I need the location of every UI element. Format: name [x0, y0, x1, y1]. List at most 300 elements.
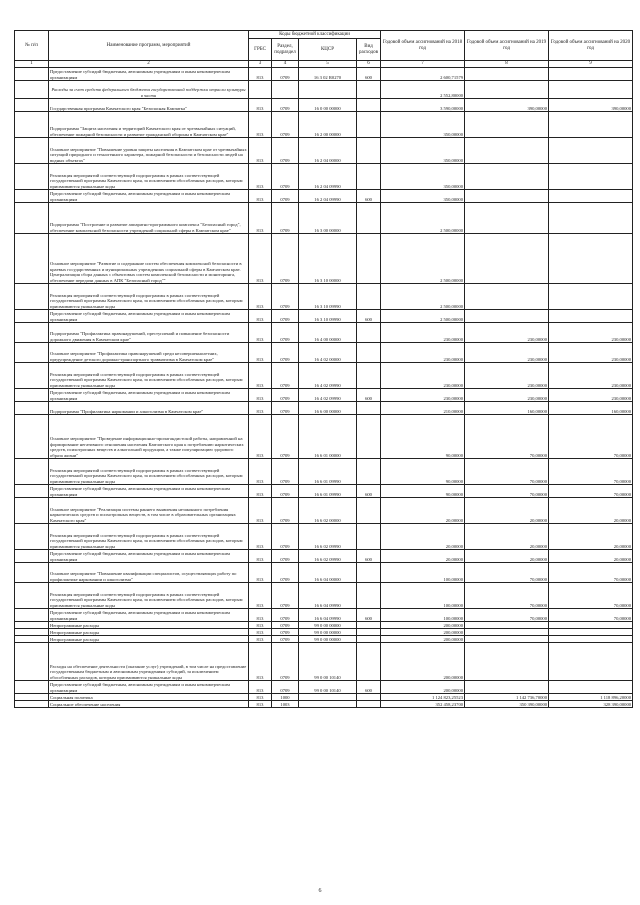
- header-grbs: ГРБС: [249, 39, 272, 61]
- table-row: [15, 636, 633, 643]
- header-row-numbers: [15, 61, 633, 68]
- header-codes: Коды бюджетной классификации: [249, 31, 381, 39]
- cell-year-2019: [465, 234, 549, 284]
- cell-year-2018: 90,00000: [381, 459, 465, 485]
- cell-name: Основное мероприятие "Повышение квалификации специалистов, осуществляющих работу по профилактике наркомании и алкоголизма": [49, 563, 249, 583]
- cell-vr: [357, 234, 381, 284]
- cell-grbs: 813: [249, 459, 272, 485]
- cell-year-2018: 200,00000: [381, 681, 465, 694]
- cell-csr: 16 3 10 09990: [299, 310, 357, 323]
- cell-name: Расходы на обеспечение деятельности (оказание услуг) учреждений, в том числе на предоставление государственным бюджетным и автономным учреждениям субсидий, за исключением обособленных расходов, которым присваиваются уникальные коды: [49, 643, 249, 681]
- cell-razdel: 0709: [272, 138, 299, 164]
- table-row: [15, 402, 633, 415]
- cell-year-2020: [549, 636, 633, 643]
- table-row: [15, 583, 633, 609]
- cell-year-2019: 70,00000: [465, 563, 549, 583]
- cell-csr: [299, 81, 357, 99]
- cell-number: [15, 389, 49, 402]
- cell-year-2019: 230,00000: [465, 363, 549, 389]
- cell-year-2020: 1 118 896,20000: [549, 694, 633, 701]
- header-col-number: 9: [549, 61, 633, 68]
- cell-year-2018: 2 600,71579: [381, 68, 465, 81]
- cell-grbs: [249, 81, 272, 99]
- cell-year-2018: 2 500,00000: [381, 284, 465, 310]
- header-col-number: 7: [381, 61, 465, 68]
- table-body: [15, 68, 633, 708]
- cell-razdel: 0709: [272, 68, 299, 81]
- cell-name: Реализация мероприятий соответствующей подпрограммы в рамках соответствующей государственной программы Камчатского края, за исключением обособленных расходов, которым присваиваются уникальные коды: [49, 459, 249, 485]
- cell-year-2019: [465, 284, 549, 310]
- cell-year-2020: [549, 138, 633, 164]
- cell-number: [15, 498, 49, 524]
- cell-razdel: 0709: [272, 485, 299, 498]
- cell-grbs: 813: [249, 415, 272, 459]
- cell-number: [15, 164, 49, 190]
- cell-csr: 16 6 00 00000: [299, 402, 357, 415]
- header-col-number: 1: [15, 61, 49, 68]
- cell-year-2018: 2 500,00000: [381, 310, 465, 323]
- cell-year-2020: [549, 203, 633, 234]
- cell-year-2020: [549, 81, 633, 99]
- cell-grbs: 813: [249, 138, 272, 164]
- cell-year-2018: 100,00000: [381, 583, 465, 609]
- cell-number: [15, 81, 49, 99]
- cell-razdel: 0709: [272, 459, 299, 485]
- cell-year-2019: [465, 643, 549, 681]
- cell-number: [15, 701, 49, 708]
- cell-number: [15, 138, 49, 164]
- cell-year-2019: 70,00000: [465, 485, 549, 498]
- cell-year-2020: 230,00000: [549, 343, 633, 363]
- cell-grbs: 813: [249, 389, 272, 402]
- cell-year-2020: 20,00000: [549, 498, 633, 524]
- cell-name: Предоставление субсидий бюджетным, автономным учреждениям и иным некоммерческим организациям: [49, 609, 249, 622]
- cell-razdel: 1000: [272, 694, 299, 701]
- cell-year-2020: 230,00000: [549, 323, 633, 343]
- header-col-number: 3: [249, 61, 272, 68]
- cell-vr: [357, 694, 381, 701]
- cell-razdel: 0709: [272, 389, 299, 402]
- cell-csr: 16 6 04 00000: [299, 563, 357, 583]
- cell-razdel: 0709: [272, 622, 299, 629]
- cell-csr: 99 0 00 00000: [299, 622, 357, 629]
- cell-grbs: 813: [249, 99, 272, 112]
- cell-csr: 16 6 04 09990: [299, 609, 357, 622]
- cell-year-2019: 160,00000: [465, 402, 549, 415]
- cell-year-2019: 70,00000: [465, 459, 549, 485]
- table-row: [15, 389, 633, 402]
- cell-razdel: 0709: [272, 402, 299, 415]
- cell-name: Предоставление субсидий бюджетным, автономным учреждениям и иным некоммерческим организациям: [49, 485, 249, 498]
- cell-razdel: 0709: [272, 284, 299, 310]
- table-row: [15, 629, 633, 636]
- cell-year-2018: 20,00000: [381, 498, 465, 524]
- cell-grbs: 813: [249, 643, 272, 681]
- cell-year-2018: 20,00000: [381, 524, 465, 550]
- cell-name: Предоставление субсидий бюджетным, автономным учреждениям и иным некоммерческим организациям: [49, 550, 249, 563]
- cell-year-2019: [465, 81, 549, 99]
- cell-name: Реализация мероприятий соответствующей подпрограммы в рамках соответствующей государственной программы Камчатского края, за исключением обособленных расходов, которым присваиваются уникальные коды: [49, 284, 249, 310]
- cell-year-2019: [465, 112, 549, 138]
- cell-number: [15, 636, 49, 643]
- header-year-2020: Годовой объем ассигнований на 2020 год: [549, 31, 633, 61]
- cell-name: Предоставление субсидий бюджетным, автономным учреждениям и иным некоммерческим организациям: [49, 310, 249, 323]
- cell-csr: 16 2 00 00000: [299, 112, 357, 138]
- cell-number: [15, 284, 49, 310]
- cell-vr: [357, 402, 381, 415]
- cell-year-2018: 352 458,23700: [381, 701, 465, 708]
- cell-number: [15, 203, 49, 234]
- cell-razdel: [272, 81, 299, 99]
- cell-csr: 16 6 04 09990: [299, 583, 357, 609]
- cell-csr: 16 4 02 09990: [299, 363, 357, 389]
- cell-year-2020: [549, 284, 633, 310]
- table-row: [15, 550, 633, 563]
- cell-name: Основное мероприятие "Реализация системы раннего выявления незаконного потребления наркотических средств и психотропных веществ, в том числе в образовательных организациях Камчатского края": [49, 498, 249, 524]
- cell-vr: 600: [357, 310, 381, 323]
- cell-grbs: 813: [249, 498, 272, 524]
- cell-year-2018: 350,00000: [381, 190, 465, 203]
- cell-year-2020: [549, 68, 633, 81]
- cell-vr: [357, 583, 381, 609]
- cell-razdel: 0709: [272, 415, 299, 459]
- cell-razdel: 0709: [272, 498, 299, 524]
- cell-name: Предоставление субсидий бюджетным, автономным учреждениям и иным некоммерческим организациям: [49, 190, 249, 203]
- cell-grbs: 813: [249, 234, 272, 284]
- header-vr: Вид расходов: [357, 39, 381, 61]
- table-row: [15, 99, 633, 112]
- table-row: [15, 609, 633, 622]
- cell-year-2019: 20,00000: [465, 550, 549, 563]
- cell-year-2019: 1 142 736,70000: [465, 694, 549, 701]
- cell-vr: 600: [357, 68, 381, 81]
- table-row: [15, 681, 633, 694]
- cell-year-2019: 230,00000: [465, 323, 549, 343]
- cell-year-2020: [549, 164, 633, 190]
- header-year-2019: Годовой объем ассигнований на 2019 год: [465, 31, 549, 61]
- header-number: № п/п: [15, 31, 49, 61]
- cell-name: Предоставление субсидий бюджетным, автономным учреждениям и иным некоммерческим организациям: [49, 68, 249, 81]
- cell-csr: 16 2 04 00000: [299, 138, 357, 164]
- cell-grbs: 813: [249, 190, 272, 203]
- cell-number: [15, 694, 49, 701]
- cell-year-2019: 70,00000: [465, 609, 549, 622]
- cell-year-2018: 90,00000: [381, 415, 465, 459]
- cell-grbs: 813: [249, 694, 272, 701]
- cell-year-2018: 1 124 823,25523: [381, 694, 465, 701]
- table-row: [15, 524, 633, 550]
- cell-year-2020: 20,00000: [549, 550, 633, 563]
- cell-year-2018: 90,00000: [381, 485, 465, 498]
- cell-year-2020: 230,00000: [549, 389, 633, 402]
- cell-year-2019: [465, 622, 549, 629]
- cell-grbs: 813: [249, 402, 272, 415]
- cell-vr: 600: [357, 550, 381, 563]
- cell-razdel: 0709: [272, 190, 299, 203]
- cell-year-2020: [549, 681, 633, 694]
- header-csr: КЦСР: [299, 39, 357, 61]
- cell-year-2018: 2 552,80000: [381, 81, 465, 99]
- cell-csr: 16 6 02 09990: [299, 550, 357, 563]
- cell-grbs: 813: [249, 203, 272, 234]
- cell-number: [15, 323, 49, 343]
- cell-year-2018: 200,00000: [381, 636, 465, 643]
- cell-year-2020: 70,00000: [549, 563, 633, 583]
- cell-vr: [357, 498, 381, 524]
- cell-csr: 99 0 00 10140: [299, 681, 357, 694]
- cell-number: [15, 485, 49, 498]
- cell-razdel: 0709: [272, 636, 299, 643]
- cell-year-2020: [549, 629, 633, 636]
- cell-name: Основное мероприятие "Развитие и содержание систем обеспечения комплексной безопасности в краевых государственных и муниципальных учреждениях социальной сферы в Камчатском крае. Централизация сбора данных с объектовых систем комплексной безопасности и мониторинга, обеспечение передачи данных в АПК "Безопасный город"": [49, 234, 249, 284]
- cell-year-2018: 210,00000: [381, 402, 465, 415]
- cell-vr: 600: [357, 485, 381, 498]
- table-row: [15, 81, 633, 99]
- cell-year-2018: 3 590,00000: [381, 99, 465, 112]
- cell-name: Социальная политика: [49, 694, 249, 701]
- cell-grbs: 813: [249, 524, 272, 550]
- cell-year-2018: 230,00000: [381, 363, 465, 389]
- cell-year-2018: 2 500,00000: [381, 203, 465, 234]
- header-col-number: 5: [299, 61, 357, 68]
- cell-grbs: 813: [249, 636, 272, 643]
- budget-table: [14, 30, 633, 708]
- cell-vr: [357, 138, 381, 164]
- cell-year-2020: 390,00000: [549, 99, 633, 112]
- cell-grbs: 813: [249, 284, 272, 310]
- cell-csr: 16 4 02 09990: [299, 389, 357, 402]
- cell-grbs: 813: [249, 629, 272, 636]
- cell-year-2020: 70,00000: [549, 583, 633, 609]
- cell-name: Подпрограмма "Построение и развитие аппаратно-программного комплекса "Безопасный город", обеспечение комплексной безопасности учреждений социальной сферы в Камчатском крае": [49, 203, 249, 234]
- cell-vr: [357, 203, 381, 234]
- cell-razdel: 0709: [272, 643, 299, 681]
- cell-year-2018: 230,00000: [381, 323, 465, 343]
- cell-name: Предоставление субсидий бюджетным, автономным учреждениям и иным некоммерческим организациям: [49, 389, 249, 402]
- cell-year-2019: 70,00000: [465, 415, 549, 459]
- cell-year-2020: [549, 310, 633, 323]
- cell-year-2020: 230,00000: [549, 363, 633, 389]
- cell-razdel: 0709: [272, 563, 299, 583]
- cell-grbs: 813: [249, 622, 272, 629]
- cell-razdel: 0709: [272, 323, 299, 343]
- cell-vr: [357, 415, 381, 459]
- page-number: 6: [318, 888, 322, 894]
- cell-razdel: 0709: [272, 524, 299, 550]
- cell-razdel: 0709: [272, 609, 299, 622]
- cell-number: [15, 643, 49, 681]
- header-col-number: 2: [49, 61, 249, 68]
- cell-number: [15, 190, 49, 203]
- header-col-number: 4: [272, 61, 299, 68]
- cell-razdel: 0709: [272, 550, 299, 563]
- cell-razdel: 0709: [272, 629, 299, 636]
- cell-vr: [357, 629, 381, 636]
- cell-grbs: 813: [249, 583, 272, 609]
- cell-year-2020: 70,00000: [549, 459, 633, 485]
- cell-vr: [357, 343, 381, 363]
- cell-razdel: 0709: [272, 583, 299, 609]
- cell-vr: [357, 164, 381, 190]
- cell-name: Социальное обеспечение населения: [49, 701, 249, 708]
- cell-vr: 600: [357, 389, 381, 402]
- cell-grbs: 813: [249, 68, 272, 81]
- cell-razdel: 0709: [272, 203, 299, 234]
- table-row: [15, 622, 633, 629]
- cell-csr: 99 0 00 00000: [299, 629, 357, 636]
- cell-vr: [357, 112, 381, 138]
- cell-year-2020: [549, 622, 633, 629]
- cell-name: Непрограммные расходы: [49, 629, 249, 636]
- cell-number: [15, 234, 49, 284]
- table-row: [15, 68, 633, 81]
- cell-name: Предоставление субсидий бюджетным, автономным учреждениям и иным некоммерческим организациям: [49, 681, 249, 694]
- table-row: [15, 485, 633, 498]
- cell-year-2019: [465, 164, 549, 190]
- cell-year-2018: 100,00000: [381, 609, 465, 622]
- cell-year-2018: 20,00000: [381, 550, 465, 563]
- cell-vr: 600: [357, 190, 381, 203]
- cell-csr: [299, 701, 357, 708]
- cell-razdel: 0709: [272, 310, 299, 323]
- cell-name: Подпрограмма "Профилактика наркомании и алкоголизма в Камчатском крае": [49, 402, 249, 415]
- cell-name: Подпрограмма "Защита населения и территорий Камчатского края от чрезвычайных ситуаций, обеспечение пожарной безопасности и развитие гражданской обороны в Камчатском крае": [49, 112, 249, 138]
- cell-year-2019: [465, 310, 549, 323]
- cell-year-2020: [549, 112, 633, 138]
- table-row: [15, 694, 633, 701]
- cell-vr: [357, 363, 381, 389]
- cell-year-2018: 100,00000: [381, 563, 465, 583]
- cell-year-2019: 20,00000: [465, 498, 549, 524]
- cell-year-2019: 70,00000: [465, 583, 549, 609]
- cell-year-2019: [465, 629, 549, 636]
- cell-grbs: 813: [249, 343, 272, 363]
- cell-name: Основное мероприятие "Профилактика правонарушений среди несовершеннолетних, предупреждение детского дорожно-транспортного травматизма в Камчатском крае": [49, 343, 249, 363]
- cell-vr: [357, 284, 381, 310]
- cell-csr: 99 0 00 10140: [299, 643, 357, 681]
- cell-vr: 600: [357, 681, 381, 694]
- cell-name: Непрограммные расходы: [49, 636, 249, 643]
- cell-csr: 16 6 01 09990: [299, 459, 357, 485]
- table-row: [15, 363, 633, 389]
- cell-name: Реализация мероприятий соответствующей подпрограммы в рамках соответствующей государственной программы Камчатского края, за исключением обособленных расходов, которым присваиваются уникальные коды: [49, 363, 249, 389]
- cell-razdel: 0709: [272, 112, 299, 138]
- cell-vr: [357, 643, 381, 681]
- table-row: [15, 138, 633, 164]
- cell-year-2020: [549, 190, 633, 203]
- cell-year-2019: 230,00000: [465, 389, 549, 402]
- cell-number: [15, 681, 49, 694]
- table-row: [15, 459, 633, 485]
- cell-vr: 600: [357, 609, 381, 622]
- cell-name: Основное мероприятие "Повышение уровня защиты населения в Камчатском крае от чрезвычайных ситуаций природного и техногенного характера, пожарной безопасности и безопасности людей на водных объектах": [49, 138, 249, 164]
- cell-year-2020: 160,00000: [549, 402, 633, 415]
- cell-number: [15, 609, 49, 622]
- cell-year-2019: 20,00000: [465, 524, 549, 550]
- cell-year-2020: 70,00000: [549, 415, 633, 459]
- table-row: [15, 343, 633, 363]
- cell-number: [15, 112, 49, 138]
- table-row: [15, 643, 633, 681]
- cell-csr: 99 0 00 00000: [299, 636, 357, 643]
- table-row: [15, 498, 633, 524]
- table-row: [15, 203, 633, 234]
- cell-csr: 16 6 01 09990: [299, 485, 357, 498]
- cell-grbs: 813: [249, 701, 272, 708]
- table-row: [15, 563, 633, 583]
- cell-vr: [357, 524, 381, 550]
- cell-number: [15, 343, 49, 363]
- cell-name: Реализация мероприятий соответствующей подпрограммы в рамках соответствующей государственной программы Камчатского края, за исключением обособленных расходов, которым присваиваются уникальные коды: [49, 164, 249, 190]
- cell-grbs: 813: [249, 563, 272, 583]
- cell-csr: 16 2 04 09990: [299, 164, 357, 190]
- cell-csr: 16 3 02 R0270: [299, 68, 357, 81]
- cell-vr: [357, 459, 381, 485]
- cell-number: [15, 459, 49, 485]
- cell-number: [15, 629, 49, 636]
- table-row: [15, 234, 633, 284]
- cell-grbs: 813: [249, 323, 272, 343]
- cell-vr: [357, 323, 381, 343]
- cell-razdel: 0709: [272, 234, 299, 284]
- cell-number: [15, 415, 49, 459]
- cell-razdel: 0709: [272, 164, 299, 190]
- cell-year-2018: 2 500,00000: [381, 234, 465, 284]
- cell-year-2019: [465, 138, 549, 164]
- cell-year-2018: 230,00000: [381, 389, 465, 402]
- cell-grbs: 813: [249, 485, 272, 498]
- cell-csr: 16 6 01 00000: [299, 415, 357, 459]
- header-razdel: Раздел, подраздел: [272, 39, 299, 61]
- table-row: [15, 310, 633, 323]
- table-row: [15, 701, 633, 708]
- cell-year-2019: [465, 68, 549, 81]
- header-col-number: 8: [465, 61, 549, 68]
- cell-grbs: 813: [249, 112, 272, 138]
- cell-year-2018: 200,00000: [381, 629, 465, 636]
- cell-razdel: 0709: [272, 343, 299, 363]
- cell-year-2020: [549, 643, 633, 681]
- cell-grbs: 813: [249, 363, 272, 389]
- table-row: [15, 323, 633, 343]
- cell-year-2020: 328 390,00000: [549, 701, 633, 708]
- cell-vr: [357, 636, 381, 643]
- table-row: [15, 190, 633, 203]
- cell-year-2019: [465, 203, 549, 234]
- cell-number: [15, 402, 49, 415]
- cell-number: [15, 363, 49, 389]
- cell-number: [15, 622, 49, 629]
- cell-vr: [357, 622, 381, 629]
- cell-year-2019: [465, 190, 549, 203]
- cell-number: [15, 550, 49, 563]
- cell-csr: 16 3 00 00000: [299, 203, 357, 234]
- cell-year-2018: 350,00000: [381, 138, 465, 164]
- cell-year-2019: 230,00000: [465, 343, 549, 363]
- cell-vr: [357, 563, 381, 583]
- cell-number: [15, 68, 49, 81]
- cell-vr: [357, 81, 381, 99]
- cell-csr: 16 3 10 09990: [299, 284, 357, 310]
- cell-name: Реализация мероприятий соответствующей подпрограммы в рамках соответствующей государственной программы Камчатского края, за исключением обособленных расходов, которым присваиваются уникальные коды: [49, 524, 249, 550]
- cell-csr: 16 6 02 09990: [299, 524, 357, 550]
- cell-year-2019: 390,00000: [465, 99, 549, 112]
- cell-number: [15, 524, 49, 550]
- cell-razdel: 0709: [272, 681, 299, 694]
- cell-year-2018: 200,00000: [381, 643, 465, 681]
- cell-name: Государственная программа Камчатского края "Безопасная Камчатка": [49, 99, 249, 112]
- cell-csr: 16 0 00 00000: [299, 99, 357, 112]
